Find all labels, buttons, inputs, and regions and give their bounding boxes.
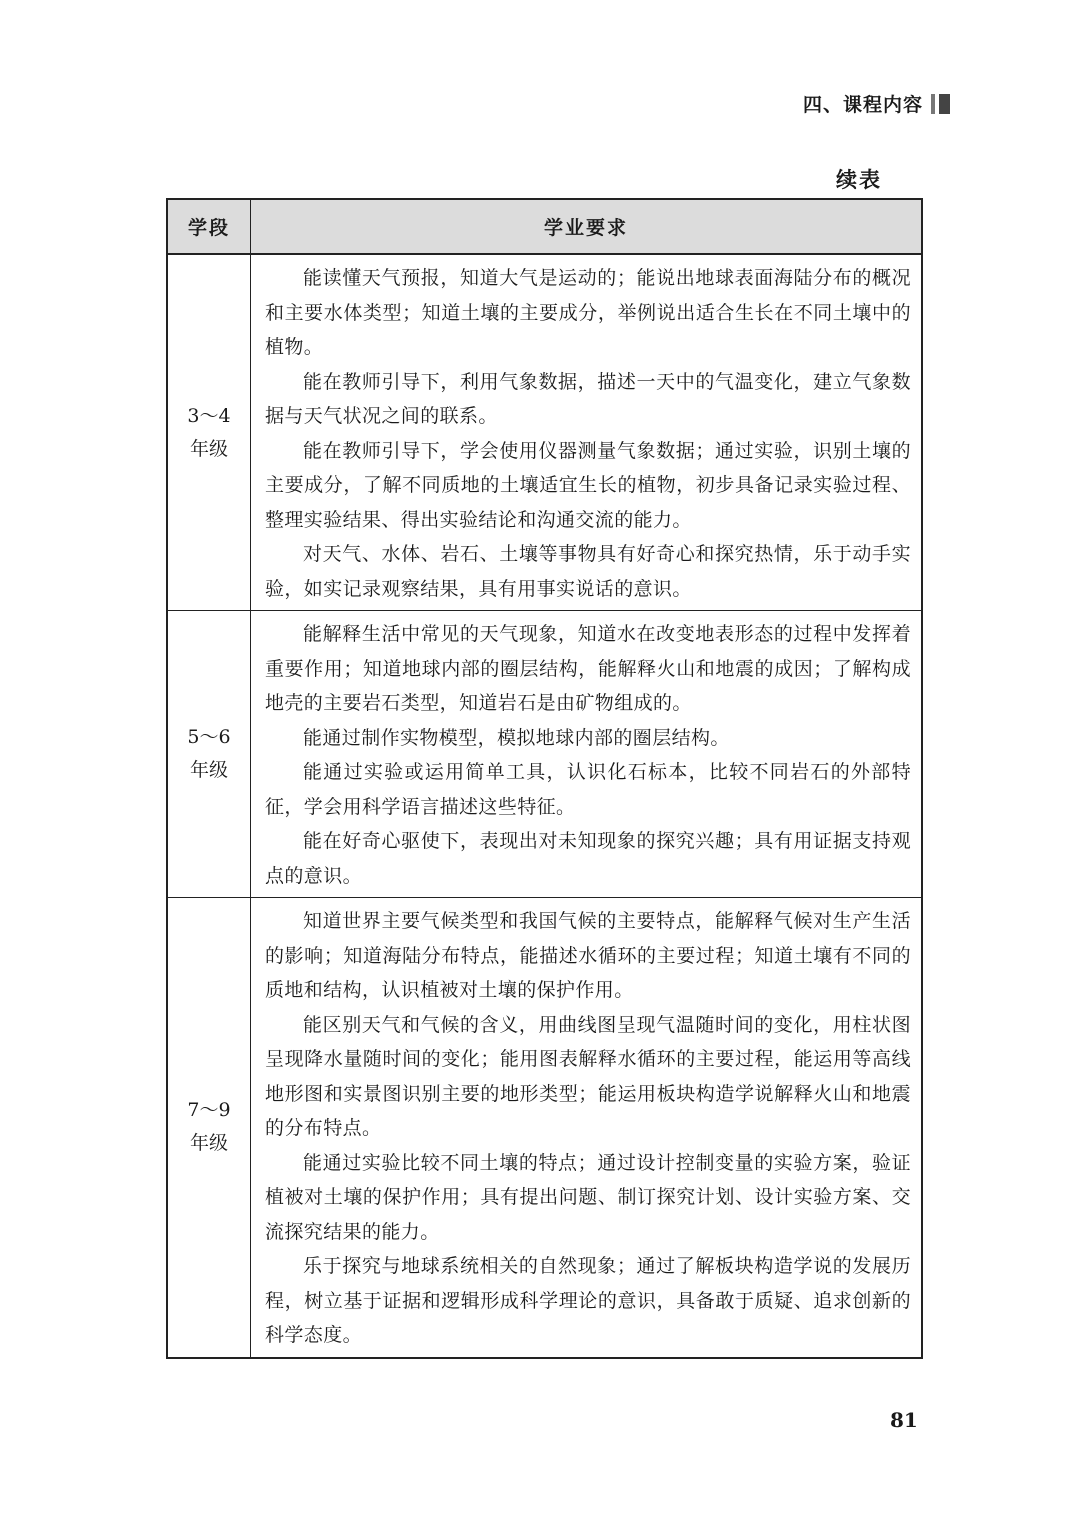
- stage-unit: 年级: [189, 759, 228, 781]
- requirement-paragraph: 能通过实验或运用简单工具，认识化石标本，比较不同岩石的外部特征，学会用科学语言描述这些特征。: [265, 761, 911, 818]
- column-header-stage: 学段: [167, 199, 251, 254]
- requirements-cell: [251, 254, 923, 611]
- requirement-paragraph: 能读懂天气预报，知道大气是运动的；能说出地球表面海陆分布的概况和主要水体类型；知道土壤的主要成分，举例说出适合生长在不同土壤中的植物。: [265, 267, 911, 358]
- requirement-paragraph: 能在教师引导下，利用气象数据，描述一天中的气温变化，建立气象数据与天气状况之间的联系。: [265, 370, 911, 427]
- stage-cell: [167, 254, 251, 611]
- requirements-cell: [251, 611, 923, 898]
- page-number: 81: [890, 1408, 918, 1432]
- requirement-paragraph: 能解释生活中常见的天气现象，知道水在改变地表形态的过程中发挥着重要作用；知道地球内部的圈层结构，能解释火山和地震的成因；了解构成地壳的主要岩石类型，知道岩石是由矿物组成的。: [265, 623, 911, 714]
- requirement-paragraph: 能在好奇心驱使下，表现出对未知现象的探究兴趣；具有用证据支持观点的意识。: [265, 830, 911, 887]
- continued-label: 续表: [836, 168, 882, 192]
- requirement-paragraph: 知道世界主要气候类型和我国气候的主要特点，能解释气候对生产生活的影响；知道海陆分布特点，能描述水循环的主要过程；知道土壤有不同的质地和结构，认识植被对土壤的保护作用。: [265, 910, 911, 1001]
- requirements-table: [166, 198, 923, 1359]
- stage-cell: [167, 611, 251, 898]
- table-row: [167, 611, 922, 898]
- section-title: 四、课程内容: [802, 94, 923, 116]
- requirement-paragraph: 能在教师引导下，学会使用仪器测量气象数据；通过实验，识别土壤的主要成分，了解不同质地的土壤适宜生长的植物，初步具备记录实验过程、整理实验结果、得出实验结论和沟通交流的能力。: [265, 439, 911, 531]
- column-header-requirements: 学业要求: [251, 199, 923, 254]
- requirement-paragraph: 对天气、水体、岩石、土壤等事物具有好奇心和探究热情，乐于动手实验，如实记录观察结果，具有用事实说话的意识。: [265, 543, 911, 600]
- table-header-row: [167, 199, 922, 254]
- stage-unit: 年级: [189, 437, 228, 460]
- requirement-paragraph: 乐于探究与地球系统相关的自然现象；通过了解板块构造学说的发展历程，树立基于证据和逻辑形成科学理论的意识，具备敢于质疑、追求创新的科学态度。: [265, 1255, 911, 1346]
- requirements-cell: [251, 898, 923, 1358]
- stage-range: 7～9: [187, 1099, 231, 1122]
- stage-cell: [167, 898, 251, 1358]
- stage-unit: 年级: [189, 1132, 228, 1155]
- stage-range: 3～4: [187, 404, 231, 427]
- requirement-paragraph: 能通过制作实物模型，模拟地球内部的圈层结构。: [303, 726, 730, 749]
- requirement-paragraph: 能通过实验比较不同土壤的特点；通过设计控制变量的实验方案，验证植被对土壤的保护作用；具有提出问题、制订探究计划、设计实验方案、交流探究结果的能力。: [265, 1151, 911, 1243]
- table-row: [167, 898, 922, 1358]
- table-row: [167, 254, 922, 611]
- section-marker-icon: [931, 94, 950, 114]
- running-head: [803, 90, 950, 117]
- requirement-paragraph: 能区别天气和气候的含义，用曲线图呈现气温随时间的变化，用柱状图呈现降水量随时间的变化；能用图表解释水循环的主要过程，能运用等高线地形图和实景图识别主要的地形类型；能运用板块构造学说解释火山和地震的分布特点。: [265, 1013, 911, 1139]
- stage-range: 5～6: [187, 726, 231, 748]
